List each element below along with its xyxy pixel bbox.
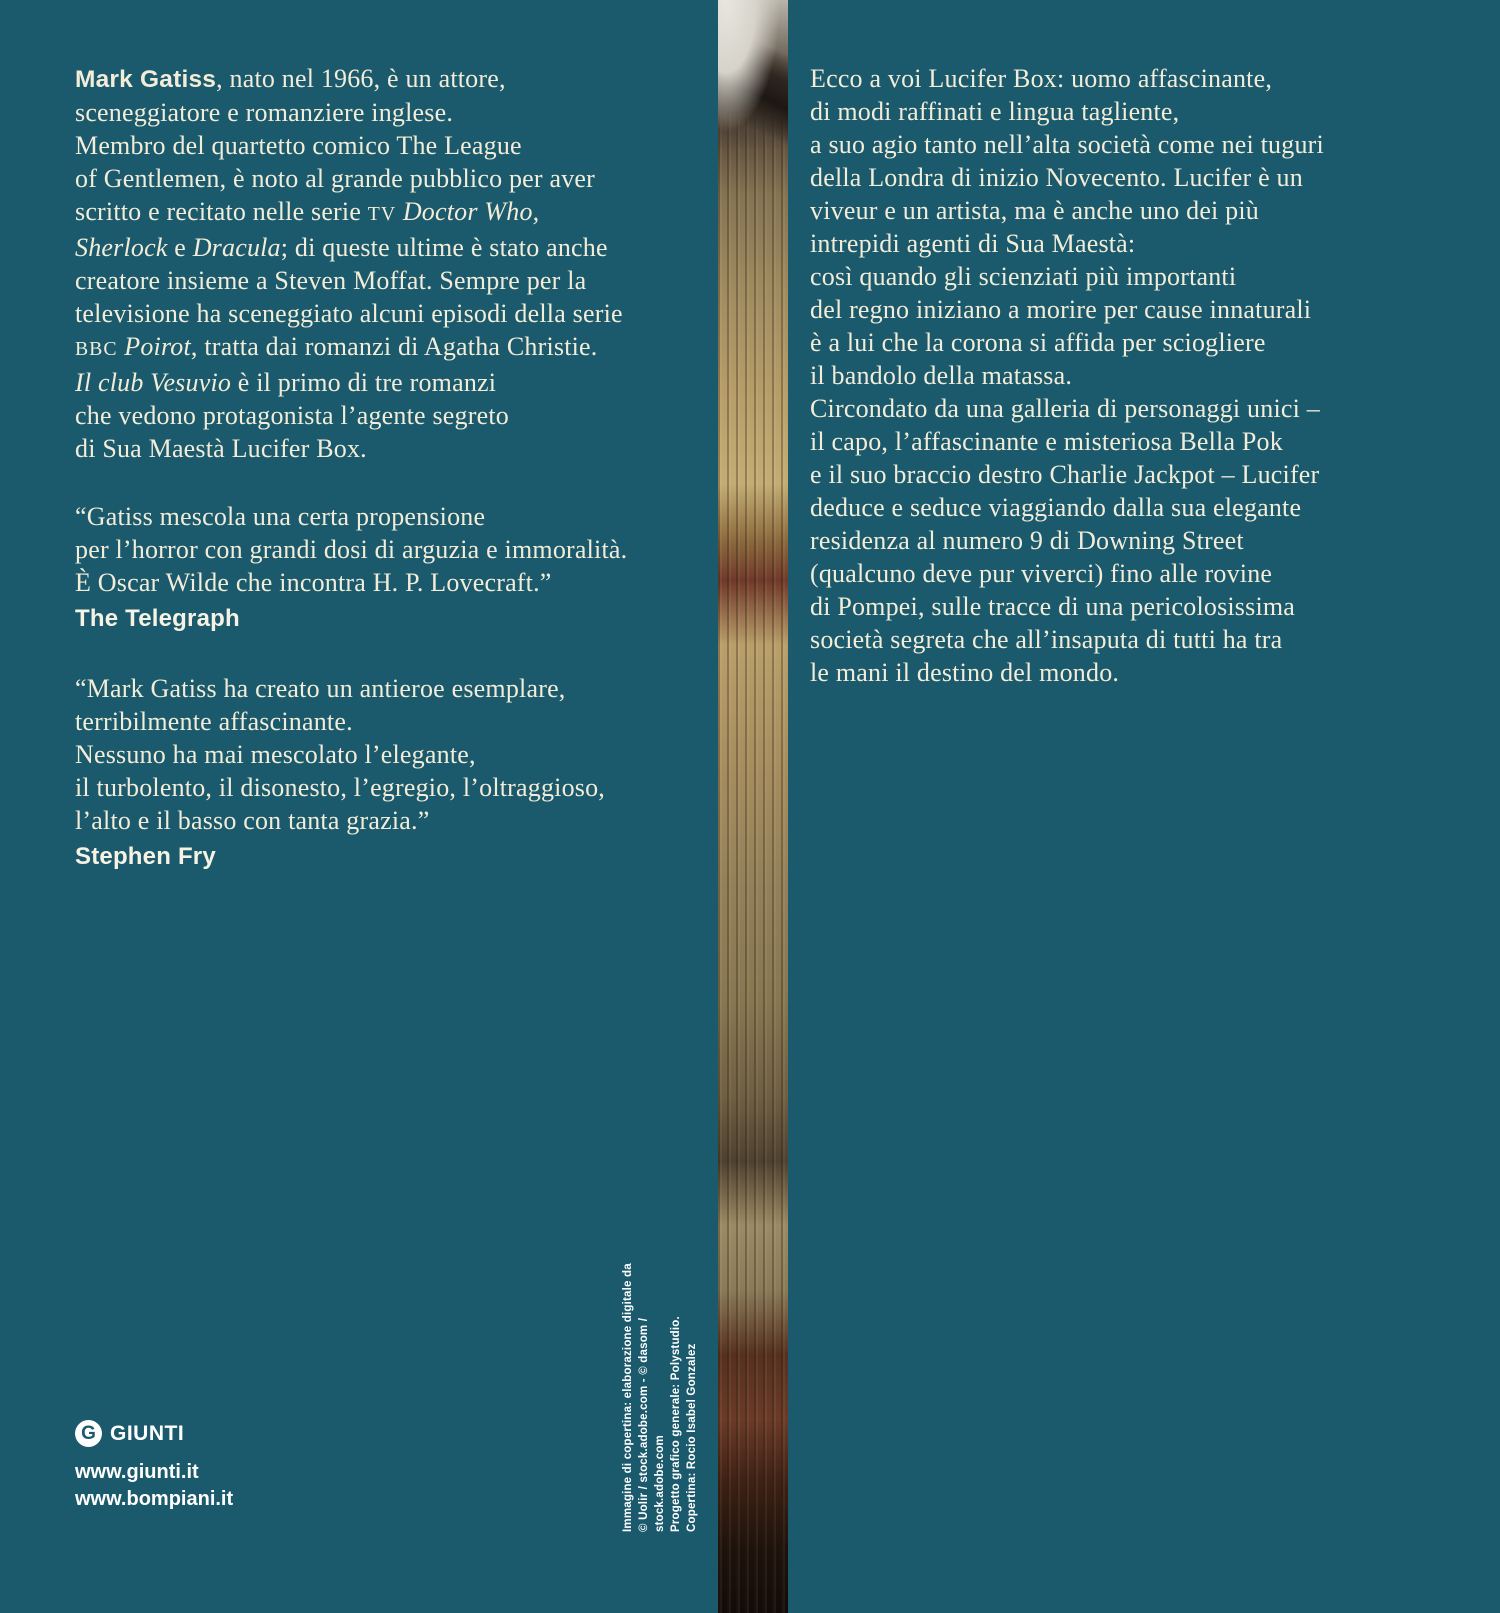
cover-art-strip — [718, 0, 788, 1613]
cover-art-sky-arch — [718, 0, 788, 150]
text-segment: Sherlock — [75, 233, 168, 262]
text-line: il capo, l’affascinante e misteriosa Bella Pok — [810, 427, 1283, 456]
text-line: Nessuno ha mai mescolato l’elegante, — [75, 740, 476, 769]
text-line: intrepidi agenti di Sua Maestà: — [810, 229, 1136, 258]
publisher-urls — [75, 1459, 233, 1513]
bompiani-url: www.bompiani.it — [75, 1488, 234, 1510]
fry-quote-text — [75, 672, 715, 837]
text-line: Circondato da una galleria di personaggi unici – — [810, 394, 1320, 423]
text-line — [75, 297, 675, 330]
text-segment: di Sua Maestà Lucifer Box. — [75, 434, 367, 463]
text-segment: Poirot — [124, 332, 191, 361]
text-line: della Londra di inizio Novecento. Lucifer è un — [810, 163, 1303, 192]
text-line: società segreta che all’insaputa di tutti ha tra — [810, 625, 1283, 654]
text-line — [75, 195, 675, 231]
text-line — [75, 62, 675, 96]
publisher-block — [75, 1420, 233, 1513]
text-line: a suo agio tanto nell’alta società come nei tuguri — [810, 130, 1324, 159]
telegraph-quote-text — [75, 500, 695, 599]
text-segment: , tratta dai romanzi di Agatha Christie. — [190, 332, 598, 361]
text-line: Immagine di copertina: elaborazione digitale da — [622, 1263, 634, 1532]
text-segment: TV — [367, 203, 397, 225]
fry-quote-attribution: Stephen Fry — [75, 843, 216, 870]
giunti-logo-text: GIUNTI — [110, 1421, 185, 1445]
text-line: e il suo braccio destro Charlie Jackpot – Lucifer — [810, 460, 1320, 489]
text-segment: Il club Vesuvio — [75, 368, 232, 397]
text-line: Ecco a voi Lucifer Box: uomo affascinante, — [810, 64, 1273, 93]
text-line: così quando gli scienziati più importanti — [810, 262, 1237, 291]
text-segment: Dracula — [192, 233, 281, 262]
text-line — [75, 264, 675, 297]
text-segment: creatore insieme a Steven Moffat. Sempre per la — [75, 266, 587, 295]
text-line: il turbolento, il disonesto, l’egregio, l’oltraggioso, — [75, 773, 605, 802]
text-line: “Mark Gatiss ha creato un antieroe esemplare, — [75, 674, 566, 703]
text-segment: è il primo di tre romanzi — [231, 368, 497, 397]
text-line: Progetto grafico generale: Polystudio. — [670, 1316, 682, 1532]
text-line: le mani il destino del mondo. — [810, 658, 1120, 687]
text-line — [75, 96, 675, 129]
telegraph-quote — [75, 500, 695, 635]
synopsis — [810, 62, 1410, 689]
text-segment: Mark Gatiss — [75, 66, 217, 93]
text-line: “Gatiss mescola una certa propensione — [75, 502, 486, 531]
author-bio — [75, 62, 675, 465]
text-line: terribilmente affascinante. — [75, 707, 353, 736]
text-line — [75, 366, 675, 399]
text-segment: , nato nel 1966, è un attore, — [216, 64, 506, 93]
text-line: di Pompei, sulle tracce di una pericolosissima — [810, 592, 1296, 621]
text-line — [75, 330, 675, 366]
text-segment: Membro del quartetto comico The League — [75, 131, 522, 160]
text-line: del regno iniziano a morire per cause innaturali — [810, 295, 1312, 324]
text-segment: BBC — [75, 338, 118, 360]
text-segment: scritto e recitato nelle serie — [75, 197, 368, 226]
text-line: deduce e seduce viaggiando dalla sua elegante — [810, 493, 1302, 522]
text-line: viveur e un artista, ma è anche uno dei più — [810, 196, 1260, 225]
text-line: residenza al numero 9 di Downing Street — [810, 526, 1244, 555]
text-line: per l’horror con grandi dosi di arguzia e immoralità. — [75, 535, 628, 564]
text-line: è a lui che la corona si affida per sciogliere — [810, 328, 1266, 357]
text-line: l’alto e il basso con tanta grazia.” — [75, 806, 430, 835]
text-line — [75, 129, 675, 162]
text-segment — [396, 197, 403, 226]
text-line — [75, 432, 675, 465]
fry-quote — [75, 672, 715, 873]
text-line: il bandolo della matassa. — [810, 361, 1073, 390]
text-line: Copertina: Rocio Isabel Gonzalez — [686, 1343, 698, 1532]
text-line — [75, 162, 675, 195]
telegraph-quote-attribution: The Telegraph — [75, 605, 240, 632]
text-segment: Doctor Who, — [402, 197, 540, 226]
text-line: (qualcuno deve pur viverci) fino alle rovine — [810, 559, 1273, 588]
giunti-logo — [75, 1420, 233, 1447]
giunti-url: www.giunti.it — [75, 1461, 199, 1483]
text-line: © Uolir / stock.adobe.com - © dasom / stock.adobe.com — [638, 1314, 666, 1532]
text-segment: of Gentlemen, è noto al grande pubblico per aver — [75, 164, 596, 193]
text-line: di modi raffinati e lingua tagliente, — [810, 97, 1180, 126]
text-segment: che vedono protagonista l’agente segreto — [75, 401, 509, 430]
text-segment: e — [167, 233, 193, 262]
text-line: È Oscar Wilde che incontra H. P. Lovecraft.” — [75, 568, 552, 597]
text-segment: televisione ha sceneggiato alcuni episodi della serie — [75, 299, 623, 328]
text-line — [75, 399, 675, 432]
text-line — [75, 231, 675, 264]
text-segment: ; di queste ultime è stato anche — [280, 233, 608, 262]
print-credits — [620, 1220, 698, 1532]
text-segment: sceneggiatore e romanziere inglese. — [75, 98, 454, 127]
giunti-logo-icon: G — [75, 1420, 102, 1447]
